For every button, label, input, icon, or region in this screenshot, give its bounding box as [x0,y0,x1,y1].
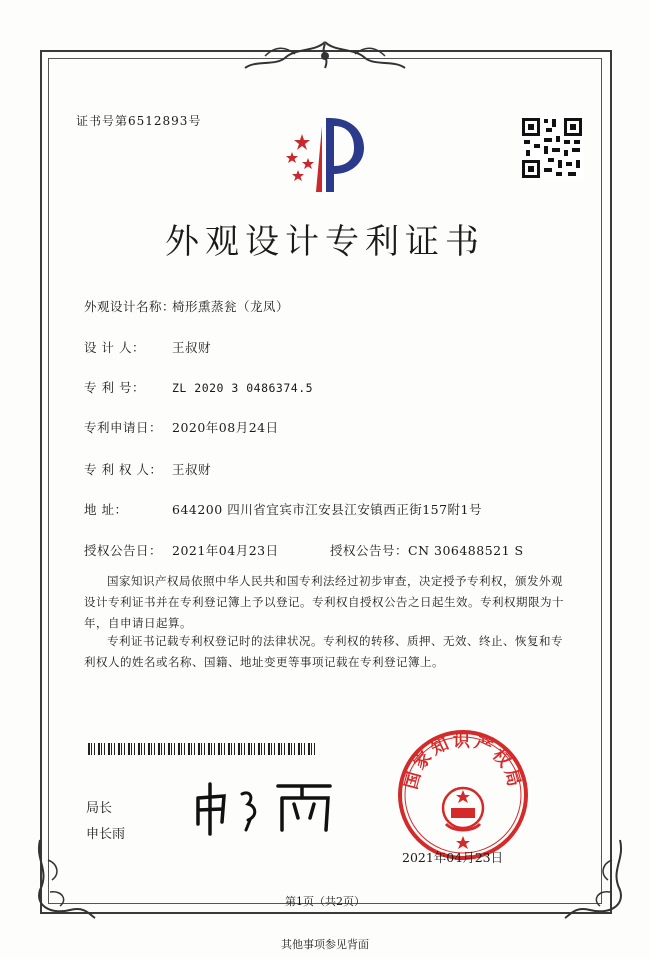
official-seal-icon [396,728,530,862]
cnipa-logo-icon [282,112,372,194]
field-value: 王叔财 [172,462,212,477]
field-value: 王叔财 [172,340,212,355]
top-ornament [225,38,425,74]
footer-note: 其他事项参见背面 [281,938,369,951]
announcement-date-value: 2021年04月23日 [172,543,279,558]
field-design-name [84,297,289,315]
announcement-row [84,541,279,559]
field-label: 设 计 人： [84,340,145,355]
qr-code-icon [520,116,584,180]
paragraph-legal-status: 专利证书记载专利权登记时的法律状况。专利权的转移、质押、无效、终止、恢复和专利权人的姓名或名称、国籍、地址变更等事项记载在专利登记簿上。 [84,634,563,669]
announcement-number-value: CN 306488521 S [408,543,524,558]
signature-name: 申长雨 [86,827,126,842]
field-value: 644200 四川省宜宾市江安县江安镇西正街157附1号 [172,502,483,517]
field-label: 专 利 号： [84,380,145,395]
announcement-date-label: 授权公告日： [84,543,163,558]
svg-text:国家知识产权局 [401,731,524,791]
announcement-number-row [330,541,524,559]
certificate-number: 证书号第6512893号 [76,114,202,128]
field-application-date [84,418,279,436]
field-value: ZL 2020 3 0486374.5 [172,381,314,395]
field-address [84,500,482,518]
announcement-number-label: 授权公告号： [330,543,409,558]
field-label: 地 址： [84,502,128,517]
field-label: 外观设计名称： [84,299,176,314]
handwritten-signature-icon [190,776,340,836]
signature-role: 局长 [86,801,113,816]
document-title: 外观设计专利证书 [165,222,485,262]
field-designer [84,338,211,356]
seal-text: 国家知识产权局 [401,731,525,792]
field-label: 专 利 权 人： [84,462,163,477]
paragraph-grant: 国家知识产权局依照中华人民共和国专利法经过初步审查，决定授予专利权，颁发外观设计专利证书并在专利登记簿上予以登记。专利权自授权公告之日起生效。专利权期限为十年，自申请日起算。 [84,574,564,630]
barcode-icon [88,743,318,755]
stamp-date: 2021年04月23日 [402,850,504,865]
field-label: 专利申请日： [84,420,163,435]
page-indicator: 第1页（共2页） [285,895,365,908]
field-patent-number [84,378,313,396]
field-value: 2020年08月24日 [172,420,279,435]
field-value: 椅形熏蒸瓮（龙凤） [172,299,290,314]
field-patentee [84,460,211,478]
